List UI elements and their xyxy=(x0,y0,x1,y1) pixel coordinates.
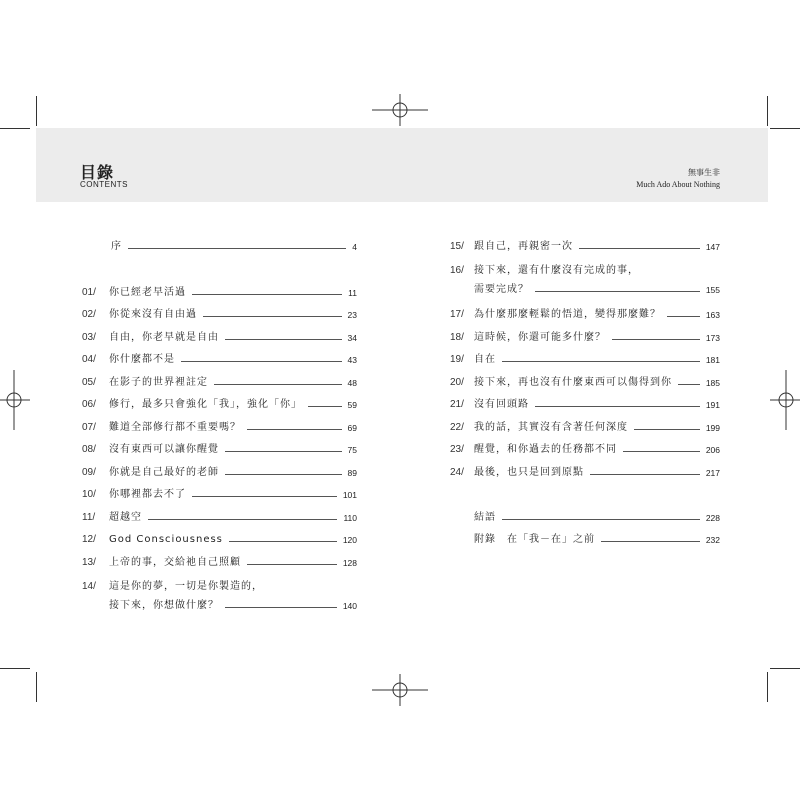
toc-entry xyxy=(450,443,720,457)
toc-leader-line xyxy=(229,541,337,542)
toc-entry-page: 147 xyxy=(705,242,720,252)
toc-entry-number: 18/ xyxy=(450,332,464,343)
toc-entry-page: 206 xyxy=(705,445,720,455)
toc-entry-number: 14/ xyxy=(82,581,96,592)
toc-entry xyxy=(82,421,357,435)
toc-entry xyxy=(450,264,720,278)
toc-leader-line xyxy=(502,519,700,520)
toc-entry-page: 199 xyxy=(705,423,720,433)
toc-entry xyxy=(450,240,720,254)
toc-entry-page: 34 xyxy=(347,333,357,343)
toc-entry xyxy=(82,533,357,547)
toc-entry-number: 01/ xyxy=(82,287,96,298)
toc-entry-page: 163 xyxy=(705,310,720,320)
toc-entry-title: 附錄 在「我－在」之前 xyxy=(474,534,595,545)
toc-leader-line xyxy=(601,541,700,542)
toc-entry-number: 05/ xyxy=(82,377,96,388)
toc-entry-title: 為什麼那麼輕鬆的悟道，變得那麼難？ xyxy=(474,309,661,320)
registration-mark-left xyxy=(0,370,30,430)
toc-leader-line xyxy=(181,361,342,362)
toc-entry-page: 75 xyxy=(347,445,357,455)
toc-leader-line xyxy=(192,496,337,497)
toc-entry xyxy=(450,533,720,547)
toc-entry-title: 沒有回頭路 xyxy=(474,399,529,410)
toc-entry-number: 04/ xyxy=(82,354,96,365)
toc-entry xyxy=(82,353,357,367)
toc-entry-number: 23/ xyxy=(450,444,464,455)
toc-entry-number: 15/ xyxy=(450,241,464,252)
toc-entry-title: 沒有東西可以讓你醒覺 xyxy=(109,444,219,455)
toc-entry-number: 16/ xyxy=(450,265,464,276)
toc-leader-line xyxy=(247,564,337,565)
toc-leader-line xyxy=(535,406,700,407)
toc-entry-page: 217 xyxy=(705,468,720,478)
toc-entry xyxy=(450,511,720,525)
registration-mark-top xyxy=(372,94,428,126)
toc-entry-title: 序 xyxy=(111,241,122,252)
toc-entry-page: 48 xyxy=(347,378,357,388)
toc-entry-page: 128 xyxy=(342,558,357,568)
toc-leader-line xyxy=(623,451,700,452)
toc-entry-title: 你就是自己最好的老師 xyxy=(109,467,219,478)
toc-entry xyxy=(82,443,357,457)
toc-entry-number: 12/ xyxy=(82,534,96,545)
toc-entry-number: 10/ xyxy=(82,489,96,500)
toc-entry-number: 06/ xyxy=(82,399,96,410)
toc-entry xyxy=(82,240,357,254)
toc-entry-page: 228 xyxy=(705,513,720,523)
toc-entry-page: 185 xyxy=(705,378,720,388)
toc-entry-number: 17/ xyxy=(450,309,464,320)
toc-entry-title: 醒覺，和你過去的任務都不同 xyxy=(474,444,617,455)
crop-mark xyxy=(0,128,30,129)
toc-entry-title: 這是你的夢，一切是你製造的， xyxy=(109,581,263,592)
toc-entry-title: 你已經老早活過 xyxy=(109,287,186,298)
toc-leader-line xyxy=(535,291,700,292)
toc-entry-title: 難道全部修行都不重要嗎？ xyxy=(109,422,241,433)
page-subtitle: CONTENTS xyxy=(80,180,128,189)
crop-mark xyxy=(767,672,768,702)
toc-entry-page: 4 xyxy=(352,242,357,252)
toc-entry-page: 43 xyxy=(347,355,357,365)
toc-entry-page: 110 xyxy=(343,513,357,523)
toc-entry xyxy=(82,488,357,502)
toc-entry-number: 21/ xyxy=(450,399,464,410)
toc-entry xyxy=(82,556,357,570)
toc-leader-line xyxy=(203,316,342,317)
toc-entry-number: 07/ xyxy=(82,422,96,433)
toc-entry-page: 181 xyxy=(705,355,720,365)
toc-leader-line xyxy=(502,361,700,362)
toc-entry xyxy=(82,376,357,390)
toc-entry-title: 接下來，再也沒有什麼東西可以傷得到你 xyxy=(474,377,672,388)
toc-entry-title: 你從來沒有自由過 xyxy=(109,309,197,320)
toc-leader-line xyxy=(579,248,700,249)
toc-entry-number: 13/ xyxy=(82,557,96,568)
toc-entry xyxy=(82,580,357,594)
toc-entry-title: 最後，也只是回到原點 xyxy=(474,467,584,478)
registration-mark-bottom xyxy=(372,674,428,706)
toc-entry-title: 跟自己，再親密一次 xyxy=(474,241,573,252)
toc-entry-page: 11 xyxy=(348,288,357,298)
toc-entry-page: 69 xyxy=(347,423,357,433)
toc-entry-title-line2: 接下來，你想做什麼？ xyxy=(109,600,219,611)
toc-leader-line xyxy=(128,248,346,249)
toc-entry xyxy=(82,398,357,412)
toc-entry-number: 03/ xyxy=(82,332,96,343)
toc-leader-line xyxy=(667,316,700,317)
book-title-zh: 無事生非 xyxy=(688,168,720,177)
toc-leader-line xyxy=(590,474,700,475)
toc-entry-number: 24/ xyxy=(450,467,464,478)
toc-leader-line xyxy=(612,339,700,340)
toc-entry-title: 你什麼都不是 xyxy=(109,354,175,365)
toc-entry-title: 修行，最多只會強化「我」，強化「你」 xyxy=(109,399,302,410)
toc-entry-continuation xyxy=(450,283,720,297)
toc-entry-page: 120 xyxy=(342,535,357,545)
toc-entry xyxy=(450,376,720,390)
toc-entry xyxy=(450,308,720,322)
toc-entry-title: 這時候，你還可能多什麼？ xyxy=(474,332,606,343)
toc-leader-line xyxy=(192,294,342,295)
toc-entry xyxy=(450,331,720,345)
toc-entry-page: 23 xyxy=(347,310,357,320)
toc-leader-line xyxy=(214,384,342,385)
toc-entry-page: 59 xyxy=(347,400,357,410)
book-title-en: Much Ado About Nothing xyxy=(636,180,720,189)
toc-entry-page: 191 xyxy=(705,400,720,410)
crop-mark xyxy=(770,128,800,129)
toc-entry-title: 我的話，其實沒有含著任何深度 xyxy=(474,422,628,433)
crop-mark xyxy=(0,668,30,669)
toc-entry xyxy=(450,466,720,480)
toc-entry xyxy=(82,331,357,345)
toc-entry-page: 232 xyxy=(705,535,720,545)
toc-entry-title-line2: 需要完成？ xyxy=(474,284,529,295)
toc-entry-page: 101 xyxy=(342,490,357,500)
crop-mark xyxy=(36,672,37,702)
toc-leader-line xyxy=(225,607,337,608)
header-band xyxy=(36,128,768,202)
toc-entry-title: 你哪裡都去不了 xyxy=(109,489,186,500)
crop-mark xyxy=(770,668,800,669)
toc-entry-title: 在影子的世界裡註定 xyxy=(109,377,208,388)
toc-entry-number: 19/ xyxy=(450,354,464,365)
toc-leader-line xyxy=(225,451,342,452)
toc-entry-page: 155 xyxy=(705,285,720,295)
toc-entry-number: 22/ xyxy=(450,422,464,433)
toc-entry-number: 02/ xyxy=(82,309,96,320)
toc-entry-title: 上帝的事，交給祂自己照顧 xyxy=(109,557,241,568)
registration-mark-right xyxy=(770,370,800,430)
toc-leader-line xyxy=(247,429,342,430)
toc-entry-title: 結語 xyxy=(474,512,496,523)
toc-entry-number: 09/ xyxy=(82,467,96,478)
toc-entry xyxy=(450,398,720,412)
toc-leader-line xyxy=(225,474,342,475)
toc-entry-continuation xyxy=(82,599,357,613)
toc-entry-title: God Consciousness xyxy=(109,534,223,545)
toc-entry xyxy=(450,421,720,435)
toc-leader-line xyxy=(148,519,337,520)
toc-leader-line xyxy=(308,406,342,407)
toc-entry-title: 接下來，還有什麼沒有完成的事， xyxy=(474,265,639,276)
toc-leader-line xyxy=(634,429,700,430)
toc-leader-line xyxy=(678,384,700,385)
toc-entry-title: 自在 xyxy=(474,354,496,365)
toc-entry-number: 20/ xyxy=(450,377,464,388)
crop-mark xyxy=(767,96,768,126)
toc-entry-number: 08/ xyxy=(82,444,96,455)
toc-leader-line xyxy=(225,339,342,340)
crop-mark xyxy=(36,96,37,126)
page-title: 目錄 xyxy=(80,163,115,182)
toc-entry-page: 89 xyxy=(347,468,357,478)
toc-entry xyxy=(82,466,357,480)
toc-entry-page: 140 xyxy=(342,601,357,611)
toc-entry xyxy=(82,511,357,525)
toc-entry-number: 11/ xyxy=(82,512,96,523)
toc-entry-title: 超越空 xyxy=(109,512,142,523)
toc-entry xyxy=(82,286,357,300)
toc-entry-page: 173 xyxy=(705,333,720,343)
toc-entry-title: 自由，你老早就是自由 xyxy=(109,332,219,343)
toc-entry xyxy=(82,308,357,322)
toc-entry xyxy=(450,353,720,367)
